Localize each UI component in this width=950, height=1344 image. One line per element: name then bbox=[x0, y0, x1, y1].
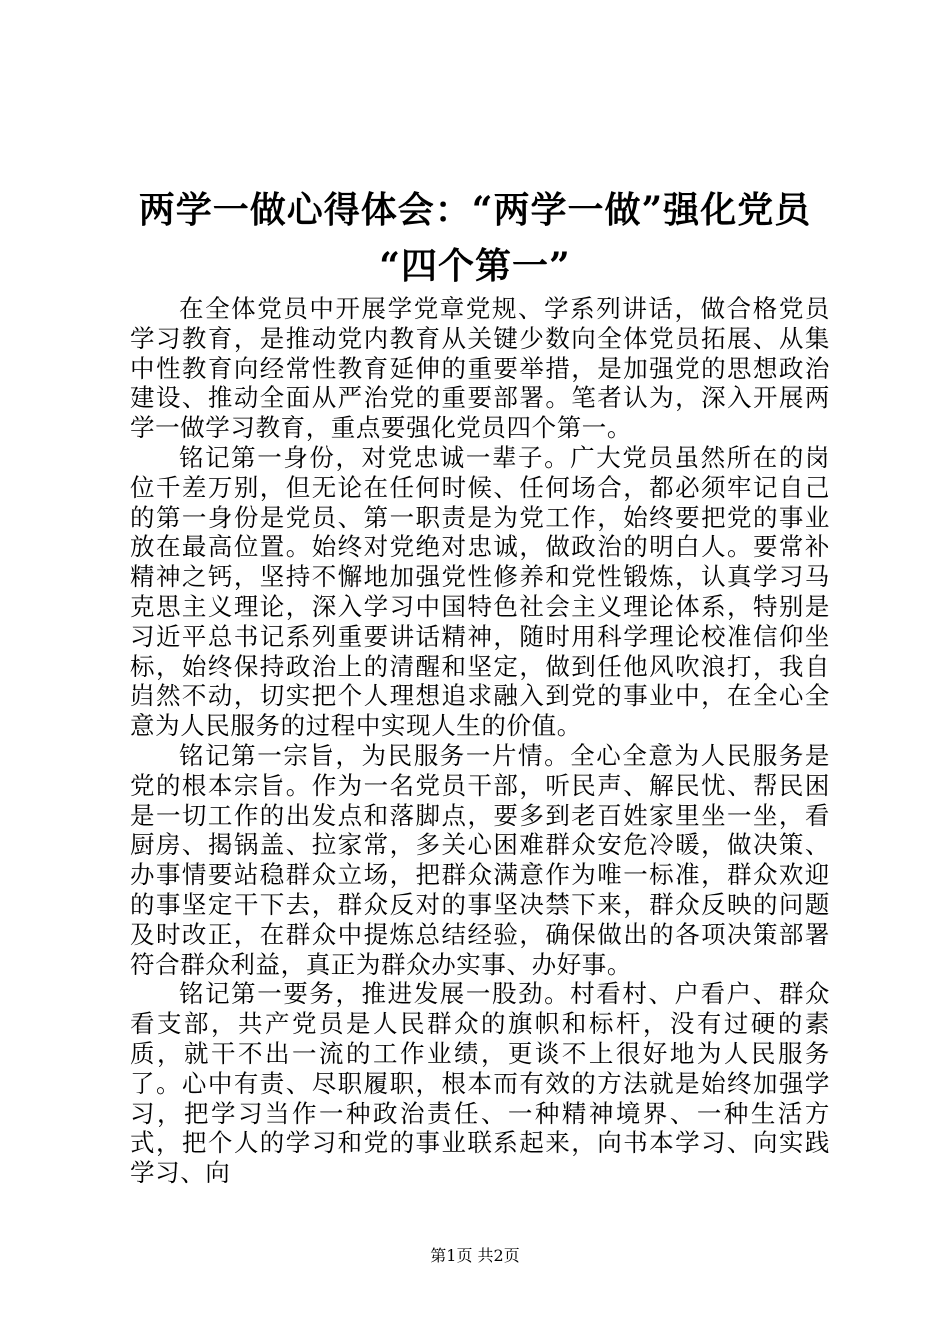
paragraph-intro: 在全体党员中开展学党章党规、学系列讲话，做合格党员学习教育，是推动党内教育从关键少数向全体党员拓展、从集中性教育向经常性教育延伸的重要举措，是加强党的思想政治建设、推动全面从严治党的重要部署。笔者认为，深入开展两学一做学习教育，重点要强化党员四个第一。 bbox=[130, 294, 830, 443]
paragraph-first-task: 铭记第一要务，推进发展一股劲。村看村、户看户、群众看支部，共产党员是人民群众的旗帜和标杆，没有过硬的素质，就干不出一流的工作业绩，更谈不上很好地为人民服务了。心中有责、尽职履职，根本而有效的方法就是始终加强学习，把学习当作一种政治责任、一种精神境界、一种生活方式，把个人的学习和党的事业联系起来，向书本学习、向实践学习、向 bbox=[130, 979, 830, 1188]
page-number-footer: 第1页 共2页 bbox=[430, 1246, 520, 1265]
document-subtitle: “四个第一” bbox=[379, 245, 571, 287]
document-title: 两学一做心得体会：“两学一做”强化党员 bbox=[138, 189, 812, 231]
paragraph-first-identity: 铭记第一身份，对党忠诚一辈子。广大党员虽然所在的岗位千差万别，但无论在任何时候、任何场合，都必须牢记自己的第一身份是党员、第一职责是为党工作，始终要把党的事业放在最高位置。始终对党绝对忠诚，做政治的明白人。要常补精神之钙，坚持不懈地加强党性修养和党性锻炼，认真学习马克思主义理论，深入学习中国特色社会主义理论体系，特别是习近平总书记系列重要讲话精神，随时用科学理论校准信仰坐标，始终保持政治上的清醒和坚定，做到任他风吹浪打，我自岿然不动，切实把个人理想追求融入到党的事业中，在全心全意为人民服务的过程中实现人生的价值。 bbox=[130, 442, 830, 741]
paragraph-first-purpose: 铭记第一宗旨，为民服务一片情。全心全意为人民服务是党的根本宗旨。作为一名党员干部，听民声、解民忧、帮民困是一切工作的出发点和落脚点，要多到老百姓家里坐一坐，看厨房、揭锅盖、拉家常，多关心困难群众安危冷暖，做决策、办事情要站稳群众立场，把群众满意作为唯一标准，群众欢迎的事坚定干下去，群众反对的事坚决禁下来，群众反映的问题及时改正，在群众中提炼总结经验，确保做出的各项决策部署符合群众利益，真正为群众办实事、办好事。 bbox=[130, 740, 830, 979]
document-body bbox=[130, 294, 830, 1188]
